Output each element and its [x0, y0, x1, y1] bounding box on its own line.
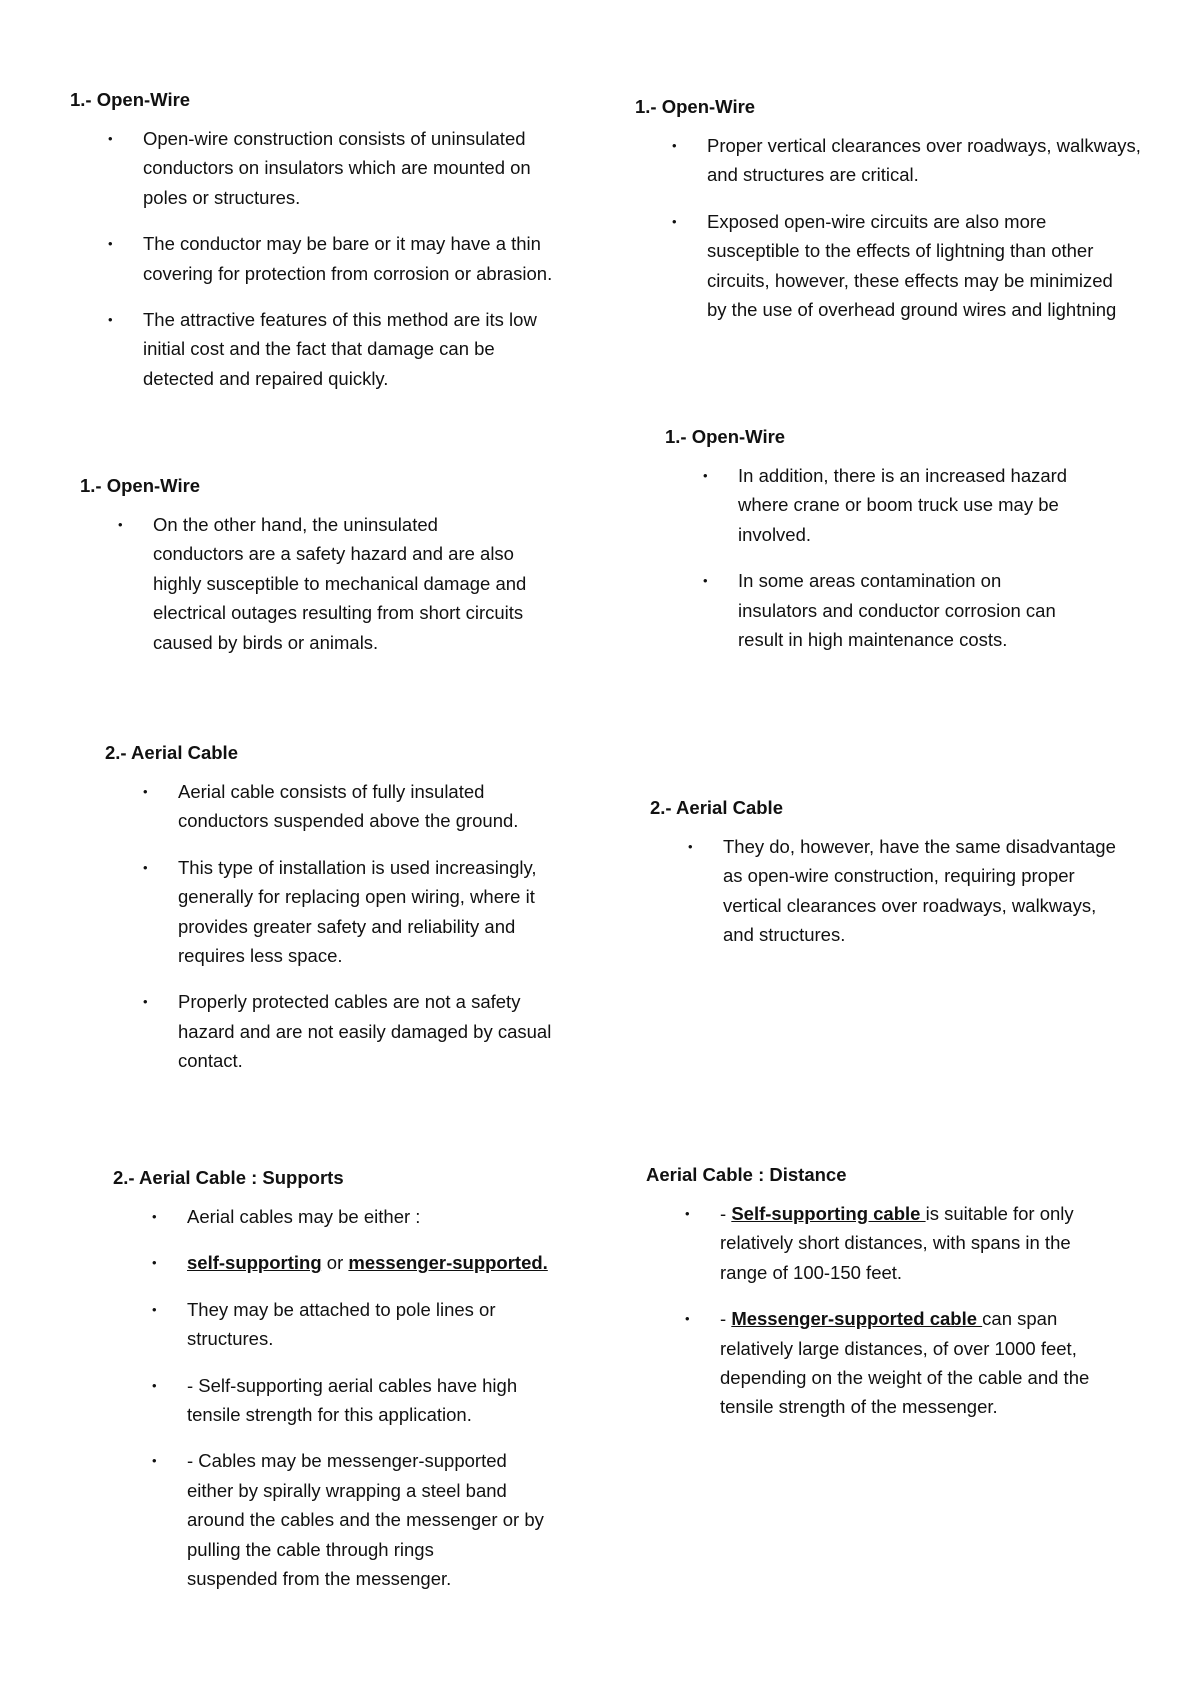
line: range of 100-150 feet.: [720, 1261, 903, 1283]
line: involved.: [738, 523, 812, 545]
line: relatively large distances, of over 1000 feet,: [720, 1337, 1077, 1359]
line: Aerial cables may be either :: [187, 1206, 421, 1227]
bullet-icon: •: [672, 138, 677, 153]
bullet-icon: •: [143, 994, 148, 1010]
connector-text: or: [321, 1252, 349, 1274]
list-item: [152, 1446, 633, 1593]
line: In addition, there is an increased hazard: [738, 465, 1068, 486]
line: This type of installation is used increasingly,: [178, 856, 537, 878]
line: tensile strength for this application.: [187, 1404, 472, 1426]
bullet-icon: •: [703, 468, 708, 483]
section-title: 2.- Aerial Cable: [650, 797, 783, 818]
list-item: [685, 1199, 1186, 1287]
bullet-list: [635, 131, 1190, 324]
bullet-list: [105, 777, 625, 1076]
line: - Cables may be messenger-supported: [187, 1450, 507, 1472]
line: covering for protection from corrosion or abrasion.: [143, 262, 553, 284]
bullet-list: [113, 1202, 633, 1593]
line: detected and repaired quickly.: [143, 367, 389, 389]
line: around the cables and the messenger or by: [187, 1509, 544, 1531]
line: contact.: [178, 1050, 243, 1072]
term-self-supporting-cable: Self-supporting cable: [731, 1203, 926, 1224]
line: result in high maintenance costs.: [738, 629, 1008, 651]
section-open-wire-1: [70, 88, 630, 410]
list-item: [152, 1371, 633, 1430]
line: depending on the weight of the cable and the: [720, 1367, 1090, 1389]
list-item: [108, 305, 630, 393]
line: as open-wire construction, requiring proper: [723, 865, 1075, 887]
section-aerial-cable-2: [650, 796, 1190, 967]
dash-prefix: -: [720, 1203, 732, 1224]
line: conductors are a safety hazard and are also: [153, 543, 514, 565]
line: either by spirally wrapping a steel band: [187, 1479, 507, 1501]
line: is suitable for only: [925, 1203, 1074, 1224]
line: insulators and conductor corrosion can: [738, 599, 1056, 621]
list-item: [672, 207, 1190, 325]
bullet-list: [665, 461, 1190, 654]
line: suspended from the messenger.: [187, 1568, 452, 1590]
list-item: [152, 1248, 633, 1277]
list-item: [152, 1295, 633, 1354]
line: structures.: [187, 1328, 274, 1350]
line: pulling the cable through rings: [187, 1538, 434, 1560]
line: susceptible to the effects of lightning than other: [707, 240, 1094, 262]
line: by the use of overhead ground wires and lightning: [707, 299, 1117, 321]
section-open-wire-2: [635, 95, 1190, 341]
bullet-icon: •: [152, 1453, 157, 1469]
list-item: [118, 510, 620, 657]
line: requires less space.: [178, 945, 343, 967]
line: poles or structures.: [143, 186, 301, 208]
line: provides greater safety and reliability and: [178, 915, 516, 937]
line: caused by birds or animals.: [153, 631, 379, 653]
bullet-list: [80, 510, 620, 657]
bullet-icon: •: [118, 517, 123, 532]
term-self-supporting: self-supporting: [187, 1252, 322, 1274]
section-title: 1.- Open-Wire: [665, 426, 786, 447]
bullet-icon: •: [152, 1301, 157, 1317]
line: vertical clearances over roadways, walkways,: [723, 894, 1097, 916]
line: relatively short distances, with spans in the: [720, 1232, 1071, 1254]
bullet-icon: •: [152, 1255, 157, 1271]
section-title: 2.- Aerial Cable: [105, 742, 238, 763]
bullet-icon: •: [108, 131, 113, 146]
line: In some areas contamination on: [738, 570, 1002, 592]
section-aerial-cable-1: [105, 741, 625, 1093]
bullet-icon: •: [152, 1209, 157, 1224]
section-title: 1.- Open-Wire: [70, 89, 191, 110]
line: highly susceptible to mechanical damage and: [153, 572, 527, 594]
list-item: [143, 777, 625, 836]
line: conductors suspended above the ground.: [178, 810, 519, 832]
bullet-icon: •: [703, 573, 708, 589]
line: Aerial cable consists of fully insulated: [178, 781, 485, 802]
line: They do, however, have the same disadvantage: [723, 836, 1116, 857]
list-item: [143, 853, 625, 971]
list-item: [688, 832, 1190, 950]
section-open-wire-3: [80, 474, 620, 674]
bullet-icon: •: [108, 312, 113, 328]
section-title: 2.- Aerial Cable : Supports: [113, 1167, 344, 1188]
bullet-icon: •: [152, 1377, 157, 1393]
line: circuits, however, these effects may be minimized: [707, 269, 1113, 291]
line: They may be attached to pole lines or: [187, 1298, 496, 1320]
list-item: [152, 1202, 633, 1231]
bullet-list: [646, 1199, 1186, 1422]
bullet-icon: •: [108, 236, 113, 252]
section-aerial-cable-distance: [646, 1163, 1186, 1439]
line: conductors on insulators which are mounted on: [143, 157, 531, 179]
list-item: [685, 1304, 1186, 1422]
bullet-icon: •: [143, 859, 148, 875]
bullet-list: [650, 832, 1190, 950]
line: and structures are critical.: [707, 164, 919, 186]
list-item: [143, 987, 625, 1075]
term-messenger-supported-cable: Messenger-supported cable: [731, 1308, 983, 1330]
line: The attractive features of this method are its low: [143, 309, 537, 331]
section-title: 1.- Open-Wire: [80, 475, 201, 496]
line: On the other hand, the uninsulated: [153, 514, 438, 535]
line: and structures.: [723, 924, 846, 946]
line: initial cost and the fact that damage can be: [143, 338, 495, 360]
line: where crane or boom truck use may be: [738, 494, 1059, 516]
line: Exposed open-wire circuits are also more: [707, 210, 1047, 232]
bullet-icon: •: [685, 1206, 690, 1221]
line: Proper vertical clearances over roadways, walkways,: [707, 135, 1141, 156]
line: electrical outages resulting from short circuits: [153, 602, 524, 624]
list-item: [108, 124, 630, 212]
section-open-wire-4: [665, 425, 1190, 671]
line: Open-wire construction consists of uninsulated: [143, 128, 526, 149]
line: The conductor may be bare or it may have a thin: [143, 233, 541, 255]
line: Properly protected cables are not a safety: [178, 991, 521, 1013]
term-messenger-supported: messenger-supported.: [348, 1252, 548, 1274]
line: tensile strength of the messenger.: [720, 1396, 998, 1418]
line: generally for replacing open wiring, where it: [178, 886, 535, 908]
section-title: Aerial Cable : Distance: [646, 1164, 847, 1185]
bullet-icon: •: [143, 784, 148, 799]
list-item: [672, 131, 1190, 190]
list-item: [703, 566, 1190, 654]
line: - Self-supporting aerial cables have high: [187, 1374, 518, 1396]
section-title: 1.- Open-Wire: [635, 96, 756, 117]
dash-prefix: -: [720, 1308, 732, 1330]
bullet-icon: •: [688, 839, 693, 854]
bullet-list: [70, 124, 630, 393]
section-aerial-cable-supports: [113, 1166, 633, 1610]
line: can span: [982, 1308, 1058, 1330]
bullet-icon: •: [672, 213, 677, 229]
line: hazard and are not easily damaged by casual: [178, 1020, 552, 1042]
bullet-icon: •: [685, 1311, 690, 1327]
list-item: [703, 461, 1190, 549]
list-item: [108, 229, 630, 288]
